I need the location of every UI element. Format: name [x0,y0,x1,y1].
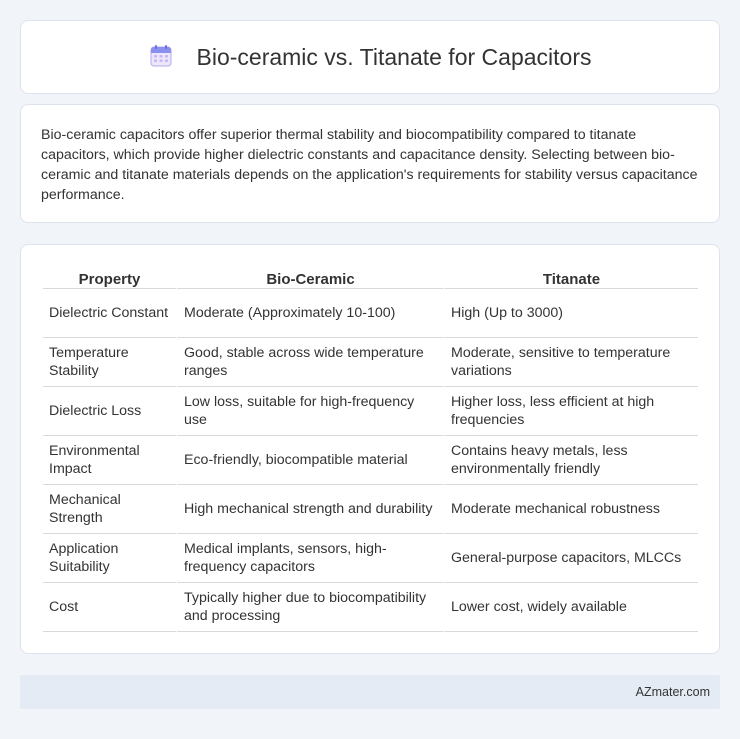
table-row [43,387,698,436]
property-cell: Mechanical Strength [43,485,176,534]
table-row [43,485,698,534]
comparison-table [43,267,698,632]
bio-ceramic-cell: Typically higher due to biocompatibility and processing [176,583,443,632]
titanate-cell: Moderate, sensitive to temperature variations [443,338,698,387]
table-row [43,289,698,338]
title-card [20,20,720,94]
titanate-cell: General-purpose capacitors, MLCCs [443,534,698,583]
bio-ceramic-cell: Moderate (Approximately 10-100) [176,289,443,338]
table-row [43,534,698,583]
bio-ceramic-cell: Low loss, suitable for high-frequency use [176,387,443,436]
titanate-cell: Contains heavy metals, less environmentally friendly [443,436,698,485]
table-card [20,244,720,654]
property-cell: Temperature Stability [43,338,176,387]
table-row [43,338,698,387]
property-cell: Dielectric Constant [43,289,176,338]
intro-text: Bio-ceramic capacitors offer superior thermal stability and biocompatibility compared to titanate capacitors, which provide higher dielectric constants and capacitance density. Selecting between bio-ceramic and titanate materials depends on the application's requirements for stability versus capacitance performance. [41,127,698,203]
titanate-cell: High (Up to 3000) [443,289,698,338]
table-row [43,583,698,632]
titanate-cell: Lower cost, widely available [443,583,698,632]
table-row [43,436,698,485]
bio-ceramic-cell: Eco-friendly, biocompatible material [176,436,443,485]
bio-ceramic-cell: Medical implants, sensors, high-frequency capacitors [176,534,443,583]
bio-ceramic-cell: High mechanical strength and durability [176,485,443,534]
bio-ceramic-cell: Good, stable across wide temperature ranges [176,338,443,387]
footer [20,675,720,709]
property-cell: Application Suitability [43,534,176,583]
page-title: Bio-ceramic vs. Titanate for Capacitors [196,43,592,70]
titanate-cell: Moderate mechanical robustness [443,485,698,534]
header-property: Property [43,267,176,289]
property-cell: Dielectric Loss [43,387,176,436]
property-cell: Cost [43,583,176,632]
footer-site-link[interactable]: AZmater.com [635,685,710,699]
header-bio-ceramic: Bio-Ceramic [176,267,443,289]
table-header-row [43,267,698,289]
calendar-icon [149,44,173,68]
intro-card [20,104,720,223]
property-cell: Environmental Impact [43,436,176,485]
titanate-cell: Higher loss, less efficient at high frequencies [443,387,698,436]
header-titanate: Titanate [443,267,698,289]
